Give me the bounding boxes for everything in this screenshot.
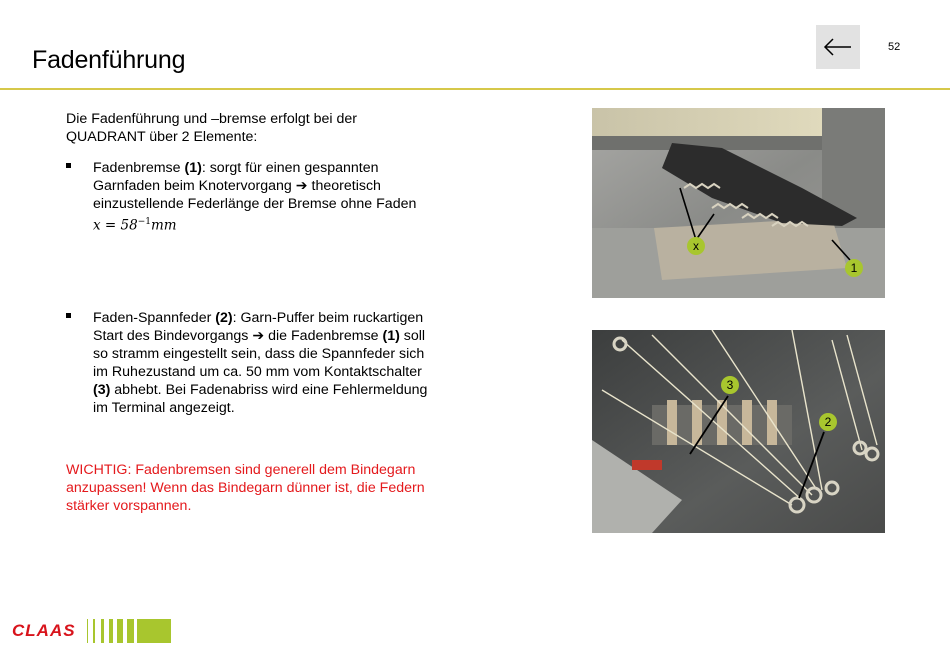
bullet-text: theoretisch bbox=[307, 178, 381, 194]
arrow-right-icon: ➔ bbox=[252, 328, 265, 344]
bullet-marker bbox=[66, 313, 71, 318]
bullet-text: abhebt. Bei Fadenabriss wird eine Fehlermeldung bbox=[110, 382, 428, 398]
photo-label-2: 2 bbox=[824, 415, 832, 429]
ref-label: (2) bbox=[215, 310, 233, 326]
intro-text bbox=[66, 110, 456, 146]
formula: $x = 58^{-1}mm$ bbox=[93, 217, 177, 234]
bullet-text: : sorgt für einen gespannten bbox=[201, 160, 379, 176]
bullet-term: Faden-Spannfeder bbox=[93, 310, 216, 326]
ref-label: (1) bbox=[184, 160, 202, 176]
header-divider bbox=[0, 88, 950, 90]
intro-line: Die Fadenführung und –bremse erfolgt bei der bbox=[66, 111, 358, 127]
page-number: 52 bbox=[888, 41, 901, 53]
bullet-text: soll bbox=[399, 328, 426, 344]
page-title: Fadenführung bbox=[32, 46, 186, 74]
bullet-text: im Terminal angezeigt. bbox=[93, 400, 235, 416]
arrow-right-icon: ➔ bbox=[295, 178, 308, 194]
brand-stripes bbox=[87, 619, 177, 643]
photo-thread-brake bbox=[592, 108, 885, 298]
bullet-text: Garnfaden beim Knotervorgang bbox=[93, 178, 296, 194]
claas-logo bbox=[12, 619, 84, 646]
bullet-text: so stramm eingestellt sein, dass die Spannfeder sich bbox=[93, 346, 425, 362]
photo-label-3: 3 bbox=[726, 378, 734, 392]
bullet-text: : Garn-Puffer beim ruckartigen bbox=[232, 310, 424, 326]
photo-tension-spring bbox=[592, 330, 885, 533]
warning-line: WICHTIG: Fadenbremsen sind generell dem Bindegarn bbox=[66, 462, 416, 478]
photo-label-x: x bbox=[693, 239, 699, 253]
ref-label: (1) bbox=[382, 328, 400, 344]
bullet-text: Start des Bindevorgangs bbox=[93, 328, 253, 344]
bullet-fadenbremse bbox=[66, 159, 446, 235]
bullet-text: einzustellende Federlänge der Bremse ohne Faden bbox=[93, 196, 417, 212]
ref-label: (3) bbox=[93, 382, 111, 398]
bullet-text: im Ruhezustand um ca. 50 mm vom Kontaktschalter bbox=[93, 364, 422, 380]
warning-line: stärker vorspannen. bbox=[66, 498, 192, 514]
warning-line: anzupassen! Wenn das Bindegarn dünner ist, die Federn bbox=[66, 480, 425, 496]
bullet-marker bbox=[66, 163, 71, 168]
bullet-term: Fadenbremse bbox=[93, 160, 185, 176]
bullet-spannfeder bbox=[66, 309, 446, 417]
bullet-text: die Fadenbremse bbox=[264, 328, 383, 344]
brand-name: CLAAS bbox=[12, 621, 76, 640]
intro-line: QUADRANT über 2 Elemente: bbox=[66, 129, 258, 145]
photo-label-1: 1 bbox=[850, 261, 858, 275]
arrow-left-icon bbox=[823, 37, 853, 57]
warning-text bbox=[66, 461, 446, 515]
back-button[interactable] bbox=[816, 25, 860, 69]
